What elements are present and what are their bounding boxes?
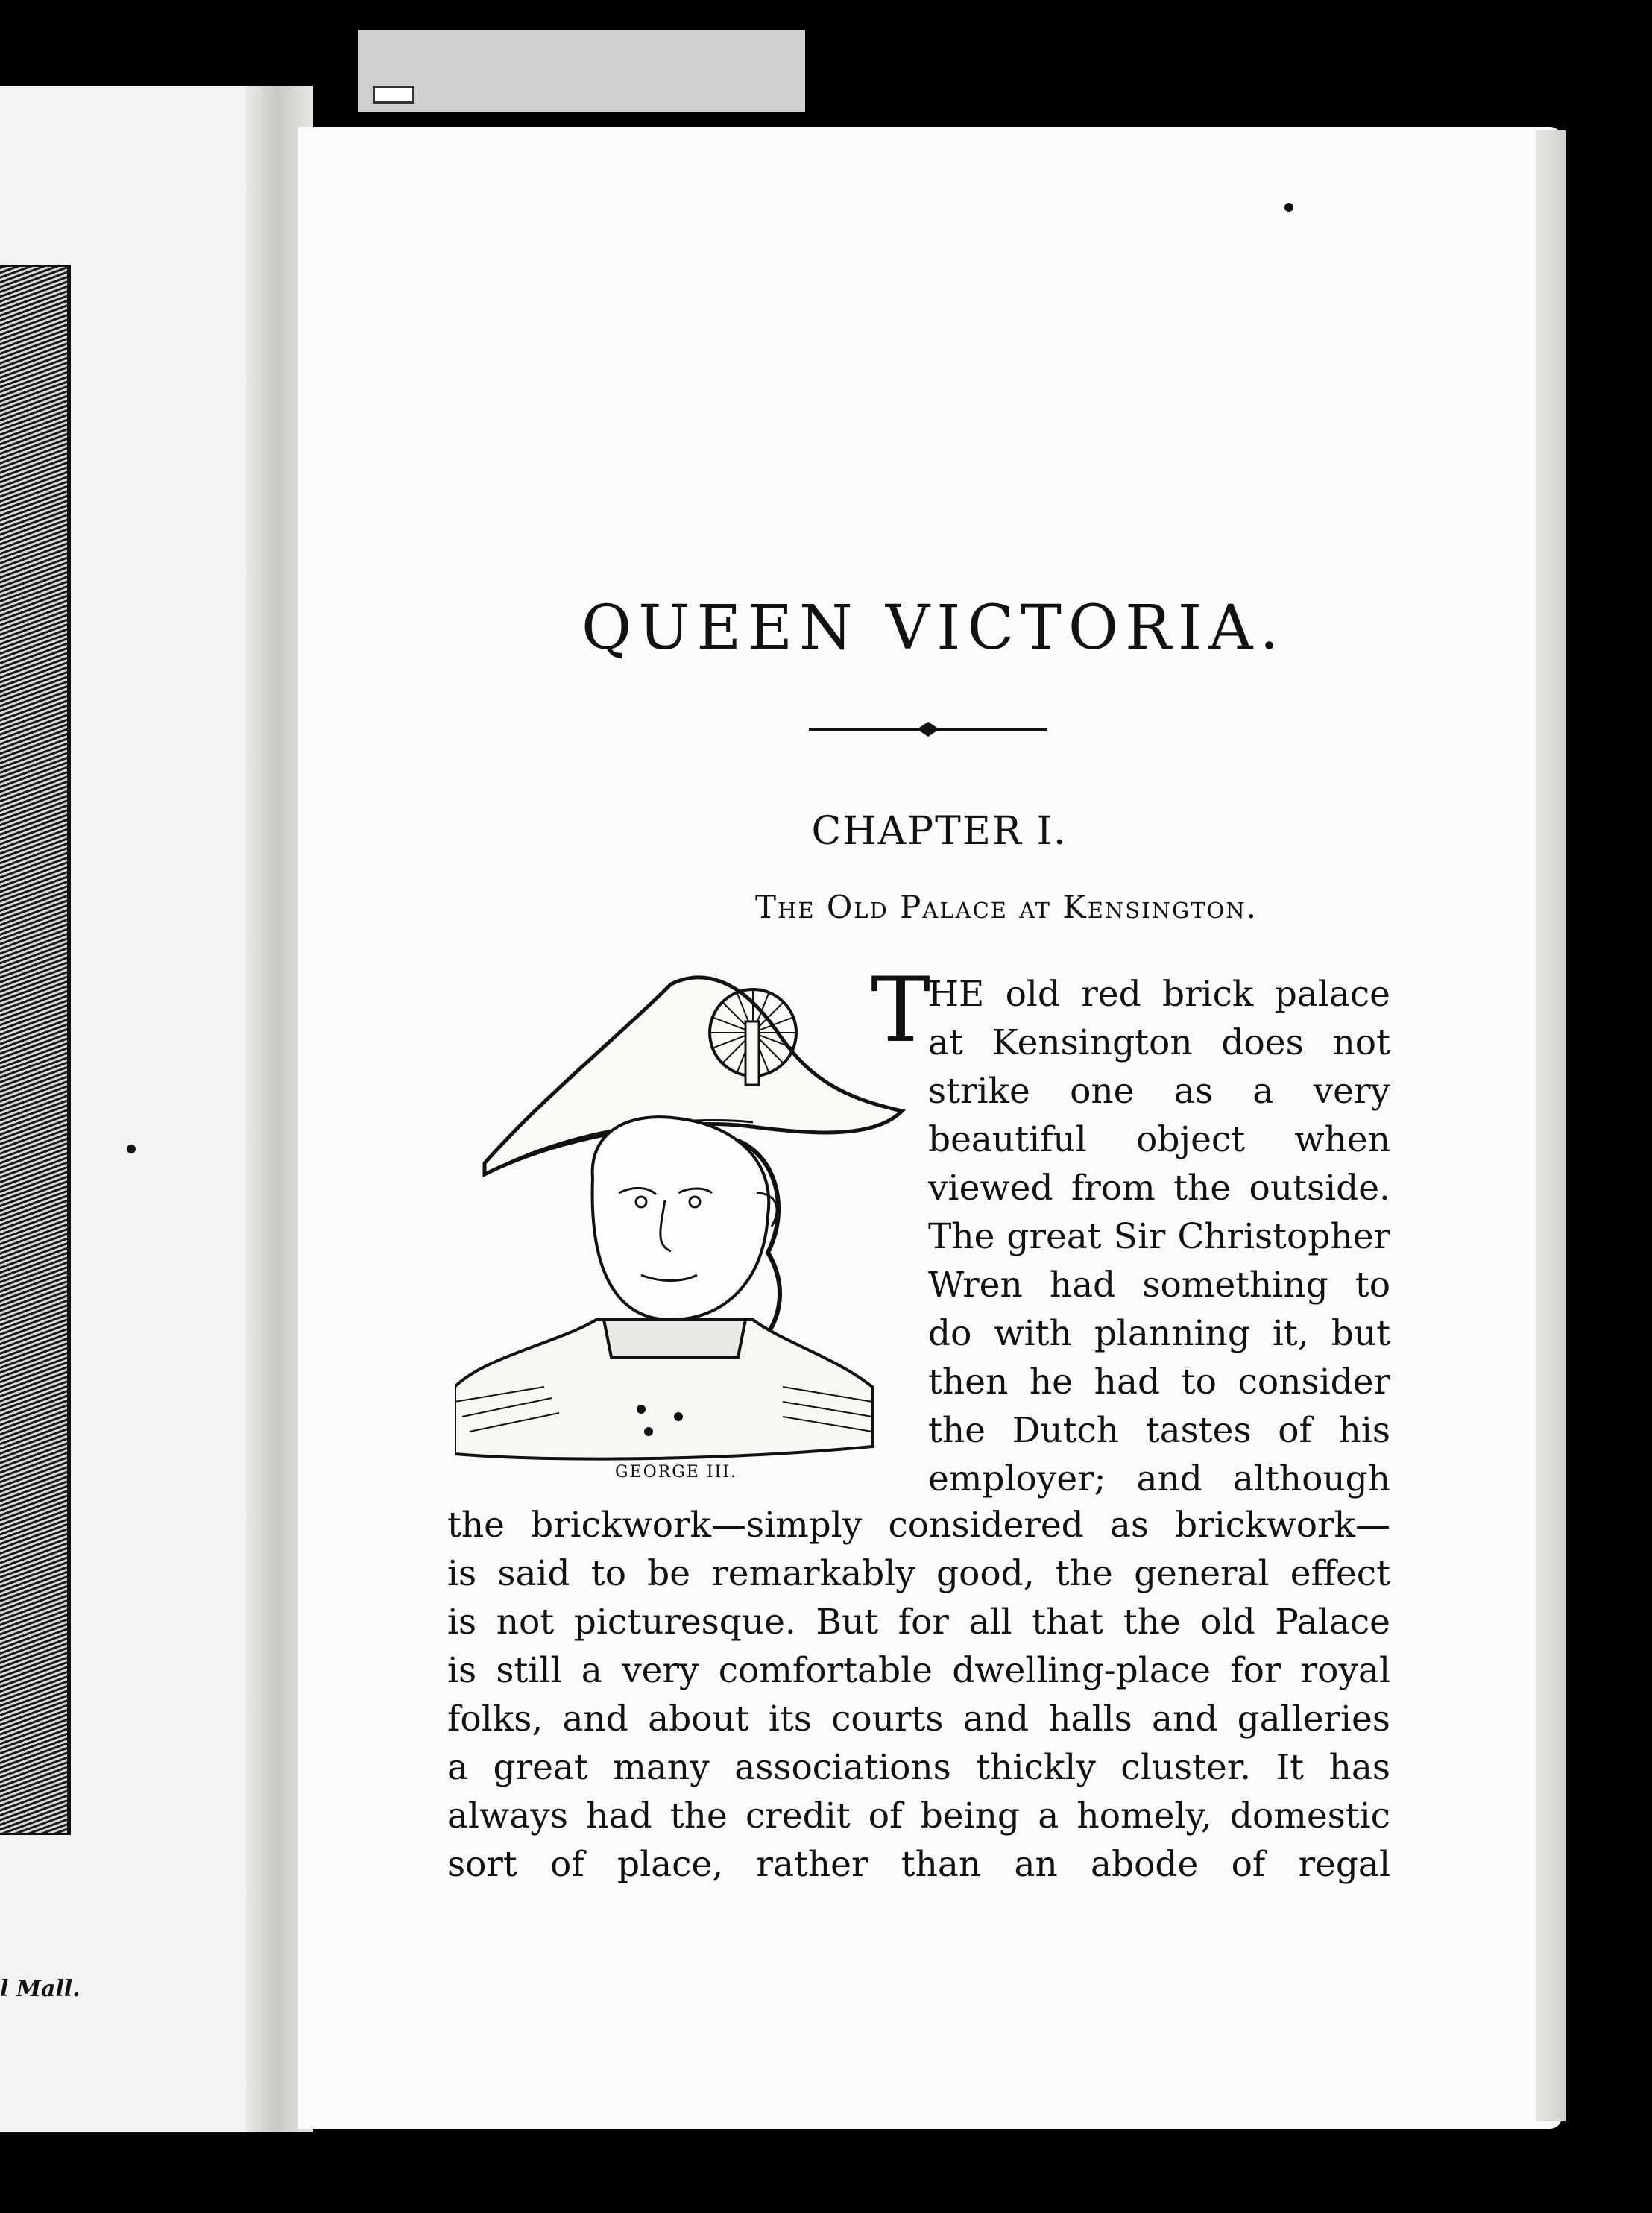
text-line: do with planning it, but xyxy=(928,1313,1390,1354)
engraving-plate xyxy=(0,265,71,1835)
text-line: The great Sir Christopher xyxy=(928,1216,1390,1257)
text-line: beautiful object when xyxy=(928,1119,1390,1160)
text-line: is said to be remarkably good, the general effect xyxy=(447,1553,1390,1594)
background-card xyxy=(358,30,805,112)
card-slot xyxy=(373,86,414,104)
george-iii-portrait xyxy=(455,969,917,1469)
speck xyxy=(127,1145,136,1153)
text-line: a great many associations thickly cluster. It has xyxy=(447,1747,1390,1788)
drop-cap: T xyxy=(871,959,931,1063)
book-title: QUEEN VICTORIA. xyxy=(581,593,1286,664)
text-line: the brickwork—simply considered as brickwork— xyxy=(447,1505,1390,1546)
text-line: sort of place, rather than an abode of regal xyxy=(447,1844,1390,1885)
text-line: is still a very comfortable dwelling-place for royal xyxy=(447,1650,1390,1691)
text-line: strike one as a very xyxy=(928,1071,1390,1112)
text-line: employer; and although xyxy=(928,1458,1390,1499)
text-line: is not picturesque. But for all that the old Palace xyxy=(447,1602,1390,1643)
plate-caption: l Mall. xyxy=(0,1976,81,2002)
text-line: at Kensington does not xyxy=(928,1022,1390,1063)
illustration-caption: GEORGE III. xyxy=(615,1463,737,1482)
text-line: the Dutch tastes of his xyxy=(928,1410,1390,1451)
page-edge xyxy=(1536,130,1566,2121)
section-title: The Old Palace at Kensington. xyxy=(755,889,1258,925)
text-line: folks, and about its courts and halls and galleries xyxy=(447,1699,1390,1740)
chapter-heading: CHAPTER I. xyxy=(811,809,1068,854)
text-line: viewed from the outside. xyxy=(928,1168,1390,1209)
text-line: Wren had something to xyxy=(928,1265,1390,1306)
text-line: HE old red brick palace xyxy=(928,974,1390,1015)
text-line: always had the credit of being a homely, domestic xyxy=(447,1795,1390,1836)
text-line: then he had to consider xyxy=(928,1362,1390,1403)
title-ornament xyxy=(809,714,1047,744)
speck xyxy=(1284,203,1293,212)
